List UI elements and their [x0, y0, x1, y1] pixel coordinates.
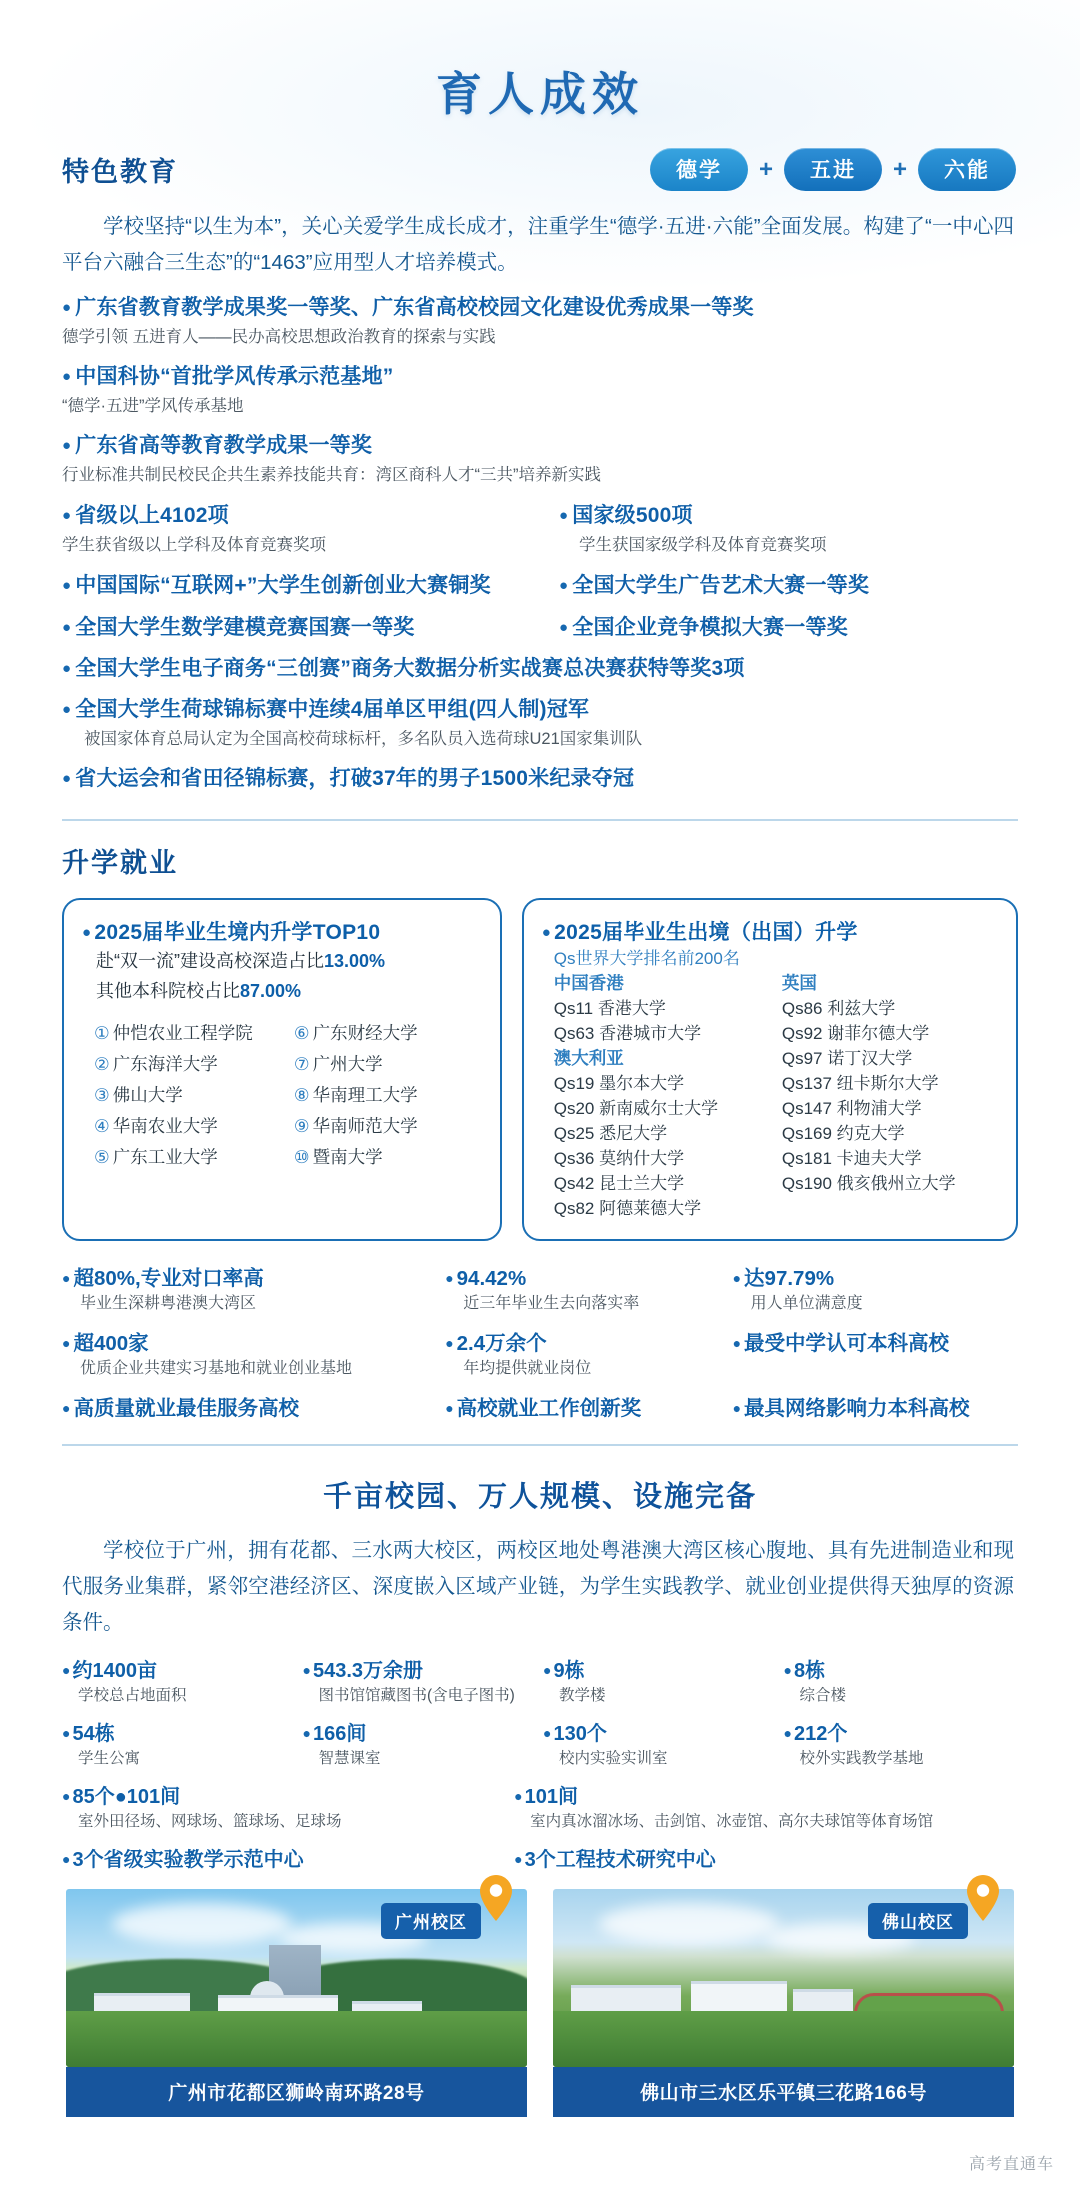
university-item — [94, 1018, 282, 1049]
university-number: ⑤ — [94, 1147, 110, 1167]
page-title: 育人成效 — [436, 68, 644, 120]
university-name: 广州大学 — [312, 1054, 383, 1074]
university-item — [294, 1111, 482, 1142]
facility-sub: 校外实践教学基地 — [799, 1750, 924, 1767]
campus-photo-card-guangzhou — [66, 1889, 527, 2117]
section-heading-further-study: 升学就业 — [62, 848, 178, 878]
award-title: ● 中国国际“互联网+”大学生创新创业大赛铜奖 — [62, 572, 541, 600]
stat-cell — [733, 1395, 1020, 1422]
facility-title: ● 101间 — [514, 1783, 1024, 1810]
qs-item: Qs82 阿德莱德大学 — [553, 1199, 702, 1218]
sports-facility-row — [62, 1783, 1024, 1833]
pill-dexue: 德学 — [650, 148, 748, 191]
campus-paragraph: 学校位于广州，拥有花都、三水两大校区，两校区地处粤港澳大湾区核心腹地、具有先进制造业和现代服务业集群，紧邻空港经济区、深度嵌入区域产业链，为学生实践教学、就业创业提供得天独厚的资源条件。 — [62, 1539, 1014, 1634]
pill-liuneng: 六能 — [918, 148, 1016, 191]
achievement-title: ● 广东省教育教学成果奖一等奖、广东省高校校园文化建设优秀成果一等奖 — [62, 294, 1018, 322]
achievement-sub: 德学引领 五进育人――民办高校思想政治教育的探索与实践 — [62, 328, 496, 346]
cloud-shape — [112, 1903, 292, 1945]
award-cell — [62, 614, 541, 642]
qs-column-left — [542, 971, 770, 1221]
achievement-title: ● 中国科协“首批学风传承示范基地” — [62, 363, 1018, 391]
facility-sub: 智慧课室 — [318, 1750, 381, 1767]
facility-cell — [514, 1783, 1024, 1833]
university-name: 暨南大学 — [312, 1147, 383, 1167]
map-pin-icon — [966, 1875, 1000, 1921]
facility-title: ● 3个工程技术研究中心 — [514, 1846, 1024, 1873]
campus-photo-card-foshan — [553, 1889, 1014, 2117]
stat-cell — [445, 1330, 732, 1381]
employment-stats — [62, 1265, 1020, 1422]
domestic-ratio-1-value: 13.00% — [324, 951, 386, 971]
qs-columns — [542, 971, 998, 1221]
university-item — [294, 1142, 482, 1173]
achievement-item — [62, 294, 1018, 350]
facility-title: ● 9栋 — [543, 1657, 784, 1684]
section-heading-special-education: 特色教育 — [62, 157, 178, 187]
qs-item: Qs137 纽卡斯尔大学 — [781, 1074, 939, 1093]
facility-cell — [784, 1657, 1025, 1707]
university-number: ⑥ — [293, 1023, 310, 1043]
university-name: 仲恺农业工程学院 — [112, 1023, 253, 1043]
domestic-box-title: ● 2025届毕业生境内升学TOP10 — [82, 916, 482, 946]
stat-cell — [62, 1265, 445, 1316]
university-number: ③ — [94, 1085, 110, 1105]
stat-cell — [445, 1395, 732, 1422]
overseas-study-box — [522, 898, 1018, 1241]
employment-stats-row — [62, 1330, 1020, 1381]
domestic-ratio-2-value: 87.00% — [240, 981, 302, 1001]
university-item — [294, 1018, 482, 1049]
facility-title: ● 8栋 — [784, 1657, 1025, 1684]
qs-item: Qs63 香港城市大学 — [553, 1024, 702, 1043]
university-number: ⑧ — [293, 1085, 310, 1105]
wide-award-item — [62, 696, 1018, 752]
facility-cell — [303, 1657, 544, 1707]
achievement-list — [62, 294, 1018, 488]
facility-sub: 综合楼 — [799, 1687, 847, 1704]
facility-cell — [543, 1657, 784, 1707]
qs-item: Qs92 谢菲尔德大学 — [781, 1024, 930, 1043]
award-title: ● 全国大学生数学建模竞赛国赛一等奖 — [62, 614, 541, 642]
university-number: ② — [94, 1054, 110, 1074]
watermark: 高考直通车 — [968, 2156, 1054, 2173]
university-column-right — [282, 1018, 482, 1173]
award-cell — [541, 572, 1020, 600]
stat-sub: 年均提供就业岗位 — [463, 1360, 592, 1377]
facility-sub: 室外田径场、网球场、篮球场、足球场 — [78, 1813, 342, 1830]
qs-item: Qs147 利物浦大学 — [781, 1099, 922, 1118]
facility-title: ● 3个省级实验教学示范中心 — [62, 1846, 514, 1873]
university-name: 佛山大学 — [112, 1085, 183, 1105]
stat-title: ● 高校就业工作创新奖 — [445, 1395, 732, 1422]
domestic-ratio-1-label: 赴“双一流”建设高校深造占比 — [96, 951, 324, 971]
award-cell — [541, 502, 1020, 558]
qs-item: Qs19 墨尔本大学 — [553, 1074, 685, 1093]
university-number: ⑩ — [293, 1147, 310, 1167]
special-education-header — [0, 124, 1080, 191]
award-cell — [62, 502, 541, 558]
facility-cell — [62, 1846, 514, 1873]
stat-cell — [62, 1395, 445, 1422]
concept-pills — [650, 148, 1016, 191]
wide-award-title: ● 省大运会和省田径锦标赛，打破37年的男子1500米纪录夺冠 — [62, 765, 1018, 793]
stat-title: ● 高质量就业最佳服务高校 — [62, 1395, 445, 1422]
facility-cell — [62, 1783, 514, 1833]
overseas-box-title: ● 2025届毕业生出境（出国）升学 — [542, 916, 998, 946]
stat-sub: 用人单位满意度 — [750, 1295, 863, 1312]
facility-cell — [543, 1720, 784, 1770]
stat-title: ● 2.4万余个 — [445, 1330, 732, 1357]
qs-region-label: 中国香港 — [553, 973, 624, 993]
qs-item: Qs20 新南威尔士大学 — [553, 1099, 719, 1118]
qs-item: Qs97 诺丁汉大学 — [781, 1049, 913, 1068]
qs-region-label: 英国 — [781, 973, 817, 993]
university-columns — [82, 1018, 482, 1173]
wide-award-list — [62, 655, 1018, 793]
overseas-box-subtitle: Qs世界大学排名前200名 — [553, 949, 740, 968]
university-name: 广东海洋大学 — [112, 1054, 218, 1074]
facility-sub: 学生公寓 — [78, 1750, 141, 1767]
university-item — [94, 1080, 282, 1111]
achievement-sub: 行业标准共制民校民企共生素养技能共育：湾区商科人才“三共”培养新实践 — [62, 466, 601, 484]
facility-cell — [303, 1720, 544, 1770]
campus-address: 佛山市三水区乐平镇三花路166号 — [553, 2067, 1014, 2117]
wide-award-title: ● 全国大学生电子商务“三创赛”商务大数据分析实战赛总决赛获特等奖3项 — [62, 655, 1018, 683]
facility-title: ● 130个 — [543, 1720, 784, 1747]
stat-sub: 毕业生深耕粤港澳大湾区 — [80, 1295, 257, 1312]
qs-item: Qs86 利兹大学 — [781, 999, 896, 1018]
study-boxes — [62, 898, 1018, 1241]
facility-title: ● 85个●101间 — [62, 1783, 514, 1810]
stat-title: ● 超80%,专业对口率高 — [62, 1265, 445, 1292]
university-name: 广东财经大学 — [312, 1023, 418, 1043]
achievement-item — [62, 432, 1018, 488]
qs-item: Qs25 悉尼大学 — [553, 1124, 668, 1143]
qs-item: Qs42 昆士兰大学 — [553, 1174, 685, 1193]
award-pair-row — [62, 502, 1020, 558]
university-item — [294, 1080, 482, 1111]
campus-section-title: 千亩校园、万人规模、设施完备 — [322, 1481, 757, 1513]
facility-cell — [62, 1657, 303, 1707]
special-education-paragraph: 学校坚持“以生为本”，关心关爱学生成长成才，注重学生“德学·五进·六能”全面发展。构建了“一中心四平台六融合三生态”的“1463”应用型人才培养模式。 — [62, 215, 1014, 274]
university-number: ⑨ — [293, 1116, 310, 1136]
qs-column-right — [770, 971, 998, 1221]
facility-stats — [62, 1657, 1024, 1873]
wide-award-item — [62, 655, 1018, 683]
qs-item: Qs190 俄亥俄州立大学 — [781, 1174, 956, 1193]
stat-sub: 优质企业共建实习基地和就业创业基地 — [80, 1360, 353, 1377]
employment-stats-row — [62, 1265, 1020, 1316]
qs-item: Qs11 香港大学 — [553, 999, 666, 1018]
facility-sub: 室内真冰溜冰场、击剑馆、冰壶馆、高尔夫球馆等体育场馆 — [530, 1813, 934, 1830]
stat-title: ● 最具网络影响力本科高校 — [733, 1395, 1020, 1422]
university-item — [94, 1049, 282, 1080]
qs-item: Qs181 卡迪夫大学 — [781, 1149, 922, 1168]
greenery-shape — [66, 2011, 527, 2067]
cloud-shape — [599, 1903, 779, 1945]
wide-award-title: ● 全国大学生荷球锦标赛中连续4届单区甲组(四人制)冠军 — [62, 696, 1018, 724]
qs-region-label: 澳大利亚 — [553, 1048, 624, 1068]
award-sub: 学生获国家级学科及体育竞赛奖项 — [579, 536, 827, 554]
employment-stats-row — [62, 1395, 1020, 1422]
wide-award-sub: 被国家体育总局认定为全国高校荷球标杆，多名队员入选荷球U21国家集训队 — [84, 730, 643, 748]
university-column-left — [82, 1018, 282, 1173]
facility-cell — [784, 1720, 1025, 1770]
university-item — [94, 1142, 282, 1173]
stat-cell — [733, 1330, 1020, 1381]
facility-sub: 教学楼 — [559, 1687, 606, 1704]
university-number: ④ — [94, 1116, 110, 1136]
award-title: ● 省级以上4102项 — [62, 502, 541, 530]
campus-address: 广州市花都区狮岭南环路28号 — [66, 2067, 527, 2117]
stat-title: ● 最受中学认可本科高校 — [733, 1330, 1020, 1357]
facility-cell — [62, 1720, 303, 1770]
stat-title: ● 94.42% — [445, 1265, 732, 1292]
qs-item: Qs169 约克大学 — [781, 1124, 905, 1143]
university-name: 华南理工大学 — [312, 1085, 418, 1105]
pill-wujin: 五进 — [784, 148, 882, 191]
qs-item: Qs36 莫纳什大学 — [553, 1149, 685, 1168]
university-name: 广东工业大学 — [112, 1147, 218, 1167]
facility-title: ● 约1400亩 — [62, 1657, 303, 1684]
achievement-item — [62, 363, 1018, 419]
plus-sign-2: + — [892, 155, 907, 183]
facility-cell — [514, 1846, 1024, 1873]
divider-2 — [62, 1444, 1018, 1446]
domestic-ratio-2-label: 其他本科院校占比 — [96, 981, 240, 1001]
award-pair-row — [62, 614, 1020, 642]
stat-cell — [445, 1265, 732, 1316]
facility-title: ● 54栋 — [62, 1720, 303, 1747]
facility-sub: 图书馆馆藏图书(含电子图书) — [318, 1687, 515, 1704]
center-facility-row — [62, 1846, 1024, 1873]
achievement-sub: “德学·五进”学风传承基地 — [62, 397, 244, 415]
university-number: ① — [94, 1023, 110, 1043]
domestic-study-box — [62, 898, 502, 1241]
domestic-ratio-line-2 — [96, 976, 482, 1006]
achievement-title: ● 广东省高等教育教学成果一等奖 — [62, 432, 1018, 460]
campus-photos — [66, 1889, 1014, 2117]
university-name: 华南师范大学 — [312, 1116, 418, 1136]
facility-title: ● 212个 — [784, 1720, 1025, 1747]
facility-title: ● 543.3万余册 — [303, 1657, 544, 1684]
greenery-shape — [553, 2011, 1014, 2067]
award-pair-row — [62, 572, 1020, 600]
facility-title: ● 166间 — [303, 1720, 544, 1747]
facility-sub: 学校总占地面积 — [78, 1687, 187, 1704]
facility-sub: 校内实验实训室 — [559, 1750, 668, 1767]
stat-title: ● 达97.79% — [733, 1265, 1020, 1292]
stat-cell — [733, 1265, 1020, 1316]
domestic-ratio-line-1 — [96, 946, 482, 976]
stat-title: ● 超400家 — [62, 1330, 445, 1357]
wide-award-item — [62, 765, 1018, 793]
map-pin-icon — [479, 1875, 513, 1921]
campus-badge: 佛山校区 — [868, 1903, 968, 1939]
award-title: ● 国家级500项 — [559, 502, 1020, 530]
stat-cell — [62, 1330, 445, 1381]
award-cell — [541, 614, 1020, 642]
university-item — [94, 1111, 282, 1142]
campus-badge: 广州校区 — [381, 1903, 481, 1939]
university-item — [294, 1049, 482, 1080]
further-study-header — [0, 821, 1080, 880]
award-cell — [62, 572, 541, 600]
plus-sign-1: + — [758, 155, 773, 183]
facility-row — [62, 1657, 1024, 1707]
facility-row — [62, 1720, 1024, 1770]
university-number: ⑦ — [293, 1054, 310, 1074]
award-title: ● 全国大学生广告艺术大赛一等奖 — [559, 572, 1020, 600]
award-sub: 学生获省级以上学科及体育竞赛奖项 — [62, 536, 326, 554]
award-title: ● 全国企业竞争模拟大赛一等奖 — [559, 614, 1020, 642]
stat-sub: 近三年毕业生去向落实率 — [463, 1295, 640, 1312]
university-name: 华南农业大学 — [112, 1116, 218, 1136]
